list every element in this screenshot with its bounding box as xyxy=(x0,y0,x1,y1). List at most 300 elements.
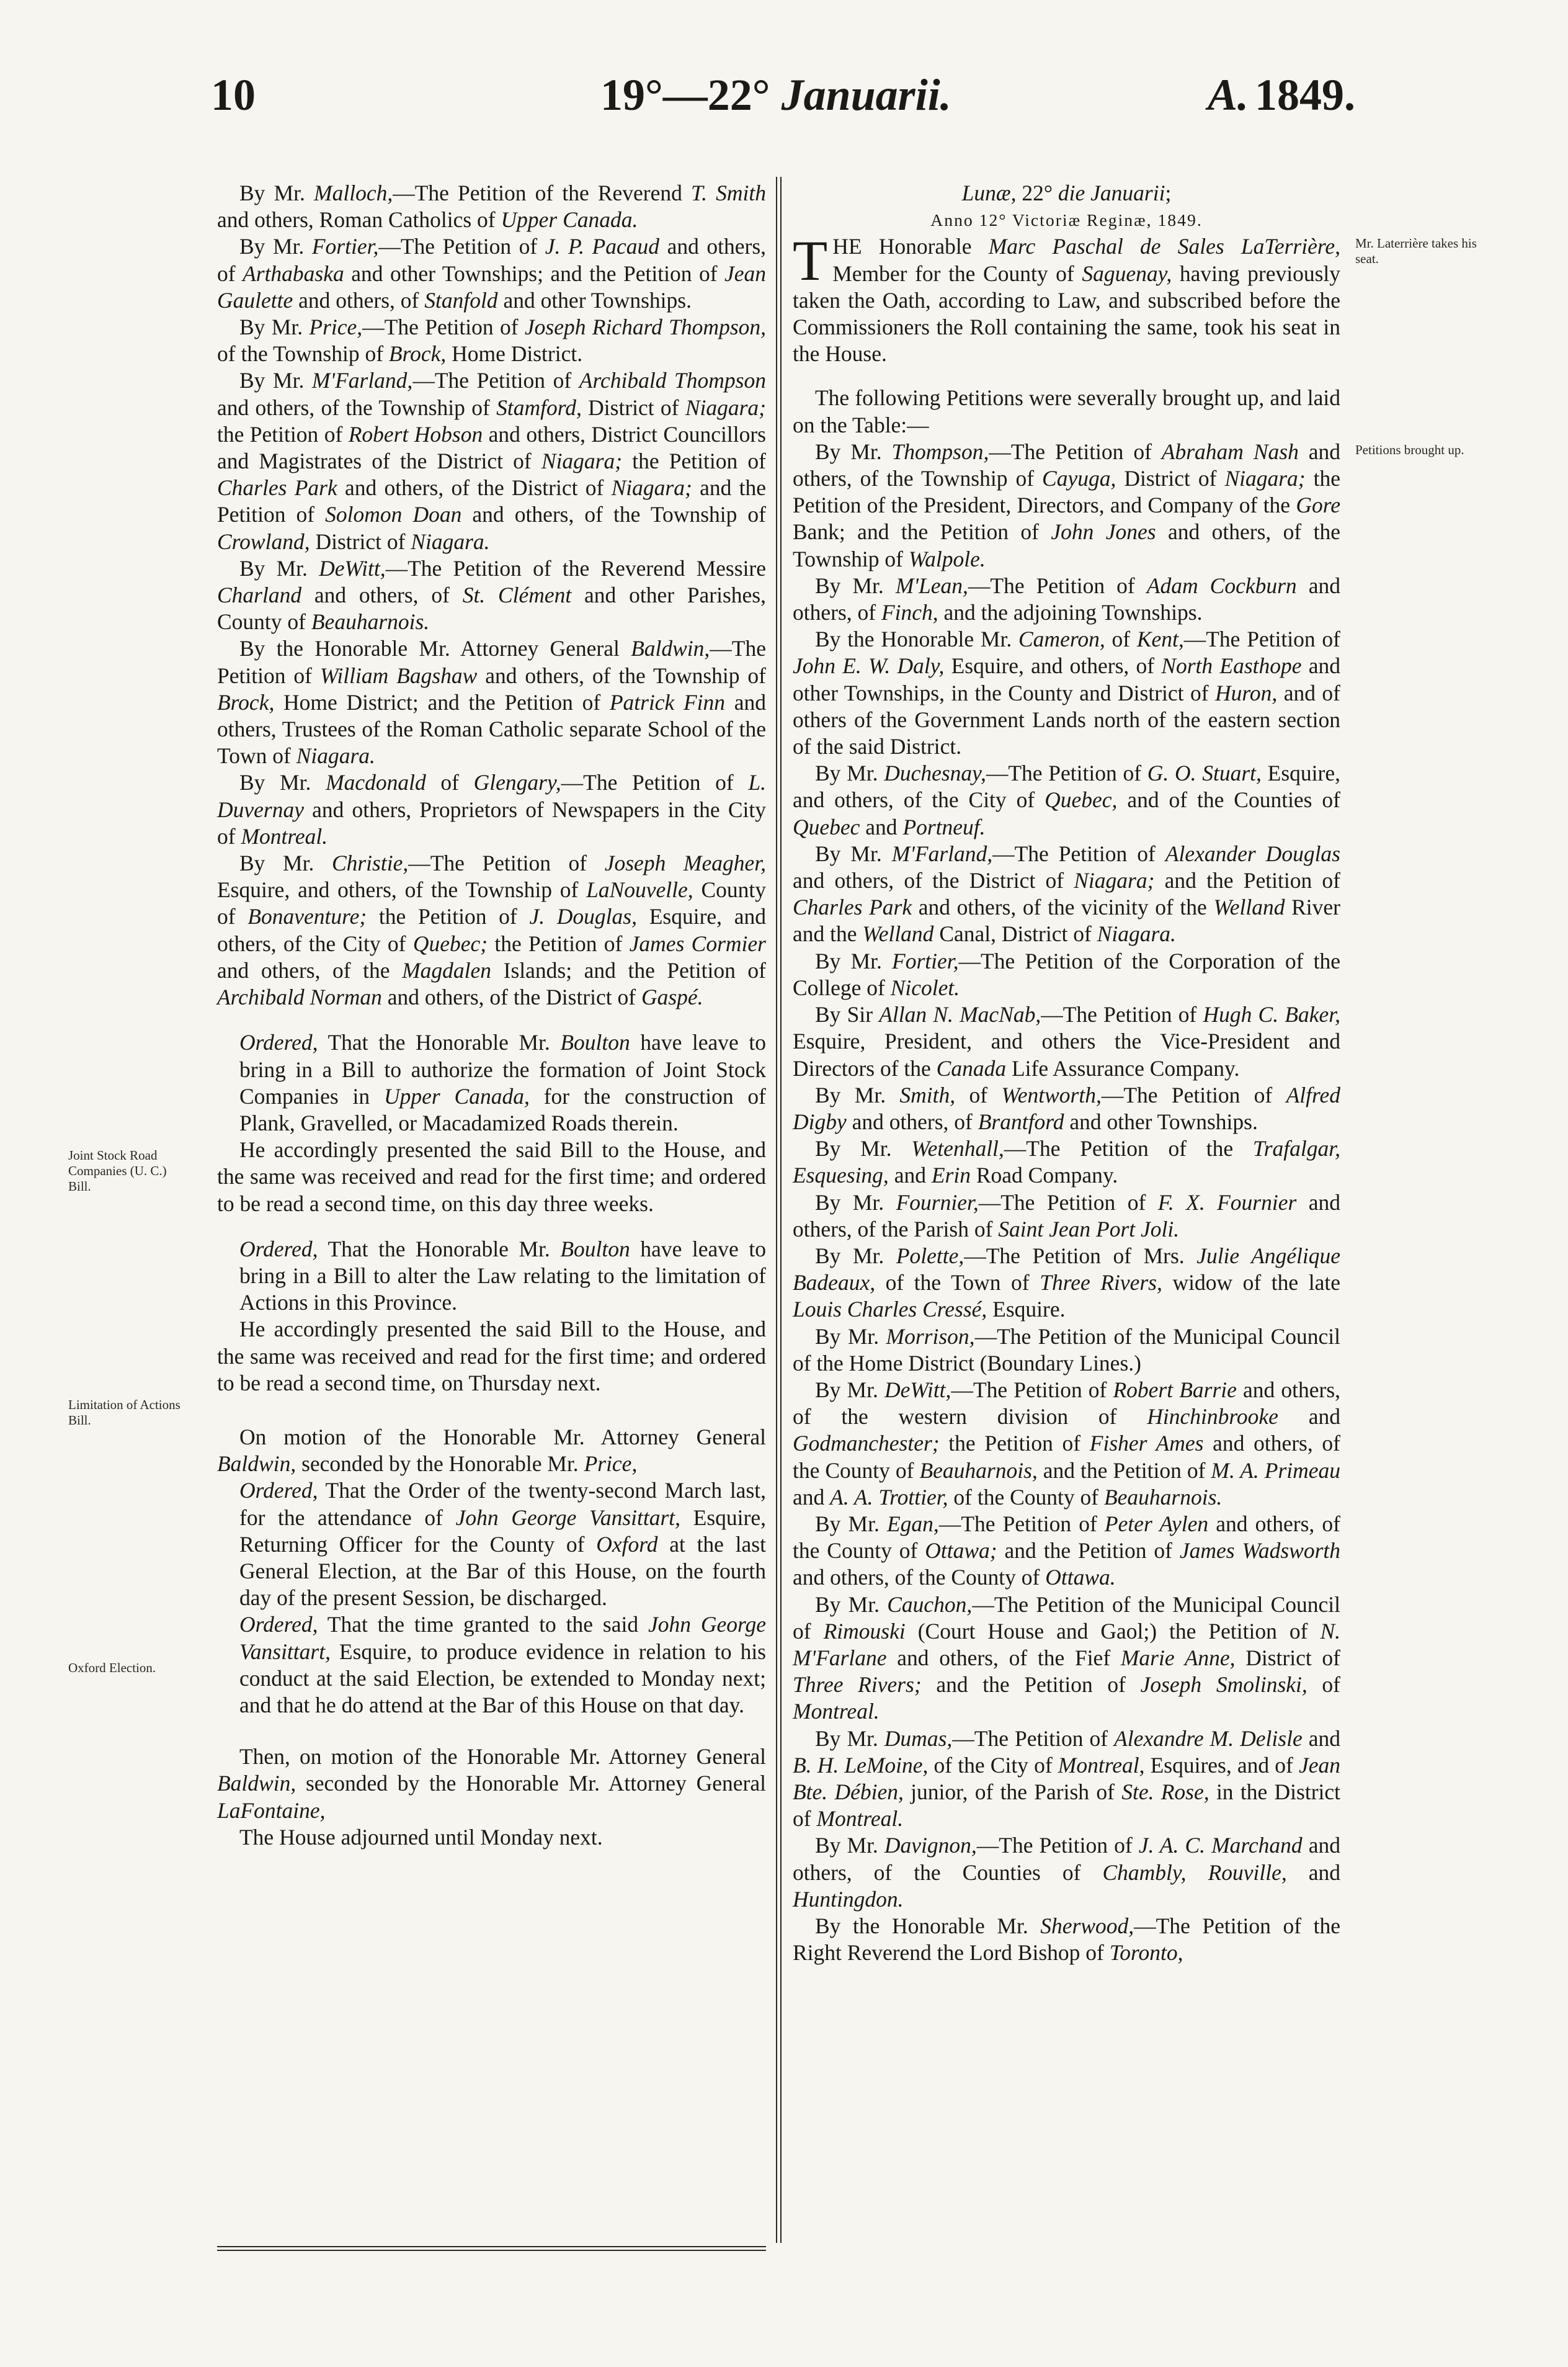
text-run: of the Township of xyxy=(217,341,389,367)
italic-run: Toronto, xyxy=(1109,1940,1183,1966)
text-run: and others, of xyxy=(217,234,767,286)
text-run: —The Petition of the Reverend Messire xyxy=(385,555,767,581)
text-run: —The Petition of Mrs. xyxy=(964,1243,1197,1268)
petition-malloch xyxy=(217,180,766,233)
sitting-heading xyxy=(793,180,1340,207)
petition-mfarland-left xyxy=(217,367,766,555)
italic-run: Beauharnois, xyxy=(919,1457,1038,1483)
italic-run: John George Vansittart, xyxy=(455,1505,681,1530)
text-run: On motion of the Honorable Mr. Attorney General xyxy=(239,1424,766,1449)
text-run: the Petition of xyxy=(217,421,349,447)
column-divider-inner xyxy=(780,177,782,2243)
italic-run: Alfred Digby xyxy=(793,1082,1341,1134)
text-run: —The Petition of xyxy=(951,1377,1113,1402)
italic-run: Magdalen xyxy=(402,957,492,983)
text-run: Esquire, Returning Officer for the County of xyxy=(239,1505,766,1557)
text-run: in the District of xyxy=(793,1779,1341,1832)
page-number: 10 xyxy=(211,70,256,120)
italic-run: Stamford, xyxy=(496,395,582,420)
italic-run: Louis Charles Cressé, xyxy=(793,1297,987,1322)
petition-macdonald xyxy=(217,769,766,850)
text-run: —The Petition of xyxy=(976,1833,1139,1858)
petition-cauchon xyxy=(793,1591,1340,1725)
italic-run: Patrick Finn xyxy=(609,689,726,715)
text-run: Islands; and the Petition of xyxy=(491,957,766,983)
petition-sherwood xyxy=(793,1913,1340,1966)
text-run: and xyxy=(1278,1404,1340,1430)
text-run: Esquire, and others, of the City of xyxy=(793,761,1340,813)
text-run: and others, of the Fief xyxy=(886,1645,1121,1670)
italic-run: Thompson, xyxy=(891,439,989,464)
petitions-brought-up xyxy=(793,385,1340,438)
margin-note-petitions: Petitions brought up. xyxy=(1355,442,1464,457)
text-run: —The Petition of the xyxy=(1004,1136,1253,1161)
italic-run: Marc Paschal de Sales LaTerrière, xyxy=(988,234,1340,259)
margin-note-limitation: Limitation of Actions Bill. xyxy=(68,1397,180,1428)
italic-run: Sherwood, xyxy=(1040,1913,1134,1938)
italic-run: Adam Cockburn xyxy=(1146,573,1297,598)
petition-egan xyxy=(793,1511,1340,1591)
italic-run: Peter Aylen xyxy=(1104,1511,1209,1536)
text-run: Then, on motion of the Honorable Mr. Attorney General xyxy=(239,1744,766,1770)
italic-run: Walpole. xyxy=(908,546,986,571)
text-run: By the Honorable Mr. xyxy=(815,1913,1041,1938)
text-run: River and the xyxy=(793,895,1340,947)
italic-run: G. O. Stuart, xyxy=(1147,761,1262,786)
text-run: —The Petition of the Corporation of the College of xyxy=(793,948,1340,1000)
petition-mfarland-right xyxy=(793,841,1340,948)
italic-run: Price, xyxy=(309,315,363,340)
italic-run: LaNouvelle, xyxy=(586,877,693,903)
text-run: Life Assurance Company. xyxy=(1006,1055,1240,1081)
petition-price xyxy=(217,314,766,367)
italic-run: Julie Angélique Badeaux, xyxy=(793,1243,1340,1295)
text-run: and others, of xyxy=(793,573,1340,625)
italic-run: Alexander Douglas xyxy=(1165,841,1341,866)
italic-run: M'Lean, xyxy=(895,573,968,598)
text-run: and xyxy=(793,1484,831,1510)
joint-stock-bill-reading xyxy=(217,1137,766,1217)
text-run: seconded by the Honorable Mr. xyxy=(296,1451,584,1477)
italic-run: Niagara; xyxy=(685,395,766,420)
italic-run: Beauharnois. xyxy=(311,609,430,635)
italic-run: Joseph Smolinski, xyxy=(1140,1672,1307,1698)
italic-run: Canada xyxy=(936,1055,1007,1081)
text-run: By Mr. xyxy=(239,555,319,581)
italic-run: John George Vansittart, xyxy=(239,1612,767,1664)
header-year xyxy=(1208,69,1355,121)
end-of-sitting-rule xyxy=(217,2246,766,2251)
text-run: By Mr. xyxy=(815,1511,887,1536)
text-run: and others, of the western division of xyxy=(793,1377,1341,1430)
margin-note-oxford: Oxford Election. xyxy=(68,1660,156,1675)
text-run: By Mr. xyxy=(239,851,332,876)
italic-run: Gaspé. xyxy=(641,985,703,1010)
text-run: Esquire, President, and others the Vice-President and Directors of the xyxy=(793,1029,1340,1081)
header-year-value: 1849. xyxy=(1255,70,1355,120)
italic-run: Christie, xyxy=(331,851,409,876)
text-run: District of xyxy=(1235,1645,1341,1670)
italic-run: Niagara. xyxy=(296,743,375,769)
text-run: and others, of the Township of xyxy=(477,663,766,688)
italic-run: Finch, xyxy=(881,600,938,625)
italic-run: Morrison, xyxy=(886,1323,975,1349)
text-run: and others, District Councillors and Magistrates of the District of xyxy=(217,421,766,474)
petition-fortier-left xyxy=(217,233,766,314)
italic-run: Upper Canada. xyxy=(501,207,638,233)
laterriere-takes-seat xyxy=(793,229,1340,367)
italic-run: Arthabaska xyxy=(243,261,344,286)
text-run: By Mr. xyxy=(815,1323,886,1349)
text-run: The House adjourned until Monday next. xyxy=(239,1824,603,1850)
italic-run: J. Douglas, xyxy=(529,904,637,929)
italic-run: Trafalgar, Esquesing, xyxy=(793,1136,1340,1188)
italic-run: Marie Anne, xyxy=(1120,1645,1236,1670)
text-run: and others, of the County of xyxy=(793,1565,1046,1590)
text-run: at the last General Election, at the Bar of this House, on the fourth day of the present Session, be discharged. xyxy=(239,1531,766,1611)
italic-run: Saguenay, xyxy=(1082,261,1172,286)
italic-run: Archibald Norman xyxy=(217,985,382,1010)
text-run: District of xyxy=(310,529,411,554)
text-run: Esquire, and others, of xyxy=(944,653,1162,679)
text-run: —The Petition of xyxy=(412,368,579,393)
text-run: By Mr. xyxy=(815,1725,884,1751)
text-run: —The Petition of xyxy=(1101,1082,1286,1107)
italic-run: Hugh C. Baker, xyxy=(1203,1002,1340,1027)
text-run: —The Petition of the Municipal Council of xyxy=(793,1591,1340,1644)
text-run: —The Petition of the Municipal Council of the Home District (Boundary Lines.) xyxy=(793,1323,1340,1376)
text-run: and xyxy=(1302,1725,1341,1751)
text-run: By the Honorable Mr. xyxy=(815,627,1018,652)
petition-baldwin xyxy=(217,635,766,769)
text-run: By Mr. xyxy=(815,761,884,786)
italic-run: Three Rivers, xyxy=(1040,1270,1162,1295)
italic-run: North Easthope xyxy=(1161,653,1302,679)
text-run: By Mr. xyxy=(815,1833,884,1858)
italic-run: Brock, xyxy=(388,341,447,367)
text-run: and other Townships, in the County and District of xyxy=(793,653,1341,705)
italic-run: DeWitt, xyxy=(884,1377,951,1402)
italic-run: Ottawa. xyxy=(1045,1565,1116,1590)
text-run: the Petition of xyxy=(622,449,766,474)
header-month: Januarii. xyxy=(781,70,951,120)
text-run: of xyxy=(1307,1672,1340,1698)
petition-fortier-right xyxy=(793,948,1340,1001)
text-run: By Mr. xyxy=(815,1136,912,1161)
text-run: District of xyxy=(1116,466,1225,491)
italic-run: Joseph Richard Thompson, xyxy=(524,315,767,340)
petition-smith xyxy=(793,1082,1340,1135)
italic-run: Welland xyxy=(862,921,934,947)
italic-run: Robert Barrie xyxy=(1113,1377,1237,1402)
text-run: By the Honorable Mr. Attorney General xyxy=(239,636,631,661)
italic-run: Charles Park xyxy=(793,895,912,920)
italic-run: Polette, xyxy=(896,1243,964,1268)
text-run: and xyxy=(1286,1859,1341,1885)
italic-run: Fortier, xyxy=(892,948,959,973)
text-run: By Mr. xyxy=(815,573,896,598)
text-run: —The Petition of xyxy=(1041,1002,1203,1027)
italic-run: Baldwin, xyxy=(217,1451,296,1477)
text-run: —The Petition of xyxy=(408,851,605,876)
text-run: —The Petition of xyxy=(978,1189,1158,1215)
text-run: Esquire. xyxy=(987,1297,1066,1322)
text-run: and others, of the District of xyxy=(381,985,641,1010)
text-run: and others, of xyxy=(293,287,425,313)
italic-run: Fournier, xyxy=(896,1189,979,1215)
italic-run: Hinchinbrooke xyxy=(1147,1404,1278,1430)
italic-run: Three Rivers; xyxy=(793,1672,922,1698)
italic-run: B. H. LeMoine, xyxy=(793,1752,929,1778)
italic-run: Baldwin, xyxy=(217,1771,296,1796)
text-run: Member for the County of xyxy=(832,261,1082,286)
petition-christie xyxy=(217,850,766,1011)
text-run: and the adjoining Townships. xyxy=(938,600,1203,625)
italic-run: T. Smith xyxy=(691,181,767,205)
text-run: County of xyxy=(217,877,766,929)
text-run: the Petition of xyxy=(367,904,530,929)
text-run: —The Petition of xyxy=(952,1725,1115,1751)
italic-run: Montreal, xyxy=(1058,1752,1145,1778)
text-run: ; xyxy=(1165,181,1172,205)
italic-run: Boulton xyxy=(560,1030,630,1055)
text-run: and xyxy=(860,814,903,839)
text-run: —The Petition of xyxy=(378,234,545,259)
text-run: widow of the late xyxy=(1162,1270,1340,1295)
italic-run: Allan N. MacNab, xyxy=(879,1002,1041,1027)
text-run: —The Petition of xyxy=(362,315,525,340)
text-run: By Mr. xyxy=(239,315,310,340)
text-run: of the City of xyxy=(928,1752,1058,1778)
text-run: By Sir xyxy=(815,1002,880,1027)
italic-run: Niagara; xyxy=(1074,868,1155,893)
italic-run: John Jones xyxy=(1051,519,1156,545)
italic-run: F. X. Fournier xyxy=(1157,1189,1297,1215)
text-run: for the construction of Plank, Gravelled, or Macadamized Roads therein. xyxy=(239,1083,766,1135)
motion-baldwin-price xyxy=(217,1424,766,1477)
text-run: and others, Trustees of the Roman Catholic separate School of the Town of xyxy=(217,689,766,769)
petition-dewitt-right xyxy=(793,1377,1340,1511)
page-header xyxy=(211,69,1355,138)
italic-run: Quebec, xyxy=(1045,787,1118,813)
italic-run: Fisher Ames xyxy=(1089,1431,1204,1456)
text-run: District of xyxy=(581,395,685,420)
italic-run: Beauharnois. xyxy=(1103,1484,1223,1510)
italic-run: Brock, xyxy=(217,689,275,715)
text-run: —The Petition of xyxy=(968,573,1147,598)
column-divider xyxy=(776,177,777,2243)
italic-run: Quebec; xyxy=(412,931,488,956)
italic-run: Niagara; xyxy=(541,449,623,474)
italic-run: Charles Park xyxy=(217,475,337,501)
italic-run: Wetenhall, xyxy=(911,1136,1004,1161)
italic-run: Rimouski xyxy=(823,1618,906,1644)
text-run: of xyxy=(425,770,474,795)
text-run: HE Honorable xyxy=(832,234,989,259)
text-run: By Mr. xyxy=(815,1377,884,1402)
text-run: and other Townships. xyxy=(497,287,692,313)
italic-run: Jean Bte. Débien, xyxy=(793,1752,1340,1804)
italic-run: Charland xyxy=(217,583,302,608)
house-adjourned xyxy=(217,1824,766,1851)
italic-run: Alexandre M. Delisle xyxy=(1114,1725,1303,1751)
text-run: and others, of the vicinity of the xyxy=(912,895,1214,920)
text-run: the Petition of xyxy=(488,931,630,956)
italic-run: William Bagshaw xyxy=(319,663,478,688)
text-run: He accordingly presented the said Bill to the House, and the same was received and read for the first time; and ordered to be read a second time, on this day three weeks. xyxy=(217,1137,766,1216)
italic-run: Brantford xyxy=(978,1109,1064,1134)
text-run: and others, Roman Catholics of xyxy=(217,207,501,233)
italic-run: M. A. Primeau xyxy=(1211,1457,1341,1483)
italic-run: Portneuf. xyxy=(902,814,986,839)
petition-polette xyxy=(793,1243,1340,1323)
text-run: and xyxy=(888,1163,932,1188)
italic-run: Price, xyxy=(584,1451,638,1477)
text-run: —The Petition of xyxy=(217,636,766,688)
petition-dumas xyxy=(793,1725,1340,1833)
right-column xyxy=(793,180,1340,1966)
text-run: Esquire, to produce evidence in relation to his conduct at the said Election, be extended to Monday next; and that he do attend at the Bar of this House on that day. xyxy=(239,1639,766,1717)
text-run: —The Petition of the Reverend xyxy=(393,181,692,205)
text-run: and others, of the County of xyxy=(793,1431,1340,1483)
text-run: That the time granted to the said xyxy=(318,1612,648,1637)
petition-duchesnay xyxy=(793,760,1340,841)
text-run: By Mr. xyxy=(815,1082,900,1107)
italic-run: Montreal. xyxy=(793,1699,880,1724)
text-run: By Mr. xyxy=(815,439,892,464)
italic-run: LaFontaine, xyxy=(217,1797,326,1823)
text-run: By Mr. xyxy=(815,1243,896,1268)
text-run: Road Company. xyxy=(970,1163,1118,1188)
italic-run: Egan, xyxy=(887,1511,939,1536)
italic-run: Chambly, Rouville, xyxy=(1102,1859,1287,1885)
text-run: the Petition of xyxy=(939,1431,1090,1456)
text-run: and others, of xyxy=(846,1109,978,1134)
text-run: and others, of the County of xyxy=(793,1511,1340,1564)
text-run: Esquires, and of xyxy=(1144,1752,1299,1778)
italic-run: Fortier, xyxy=(311,234,379,259)
text-run: and of the Counties of xyxy=(1117,787,1340,813)
text-run: He accordingly presented the said Bill to the House, and the same was received and read for the first time; and ordered to be read a second time, on Thursday next. xyxy=(217,1317,766,1395)
italic-run: St. Clément xyxy=(462,583,572,608)
italic-run: Joseph Meagher, xyxy=(604,851,767,876)
text-run: —The Petition of xyxy=(986,761,1147,786)
italic-run: Saint Jean Port Joli. xyxy=(998,1216,1180,1242)
text-run: the Petition of the President, Directors, and Company of the xyxy=(793,466,1340,518)
italic-run: Montreal. xyxy=(241,823,328,849)
italic-run: Kent, xyxy=(1136,627,1184,652)
header-dates xyxy=(600,69,951,121)
italic-run: Bonaventure; xyxy=(247,904,367,929)
italic-run: Lunæ, xyxy=(961,181,1017,205)
italic-run: James Wadsworth xyxy=(1179,1538,1341,1564)
italic-run: Macdonald xyxy=(326,770,426,795)
italic-run: J. P. Pacaud xyxy=(545,234,659,259)
italic-run: Ottawa; xyxy=(925,1538,997,1564)
order-joint-stock-bill xyxy=(217,1029,766,1137)
italic-run: Ordered, xyxy=(239,1236,318,1261)
text-run: and others, of xyxy=(301,583,463,608)
italic-run: Huntingdon. xyxy=(793,1886,904,1912)
text-run: and other Townships. xyxy=(1064,1109,1258,1134)
text-run: and the Petition of xyxy=(1037,1457,1211,1483)
italic-run: Godmanchester; xyxy=(793,1431,940,1456)
motion-adjourn xyxy=(217,1743,766,1824)
text-run: of the County of xyxy=(948,1484,1104,1510)
italic-run: James Cormier xyxy=(629,931,766,956)
order-vansittart-evidence xyxy=(217,1611,766,1719)
italic-run: Boulton xyxy=(560,1236,630,1261)
text-run: and the Petition of xyxy=(921,1672,1141,1698)
text-run: and others, of the Township of xyxy=(461,502,767,527)
text-run: By Mr. xyxy=(239,368,312,393)
italic-run: Welland xyxy=(1213,895,1285,920)
italic-run: Cameron, xyxy=(1018,627,1105,652)
italic-run: John E. W. Daly, xyxy=(793,653,945,679)
italic-run: Robert Hobson xyxy=(348,421,483,447)
italic-run: Archibald Thompson xyxy=(579,368,766,393)
italic-run: Cauchon, xyxy=(887,1591,973,1617)
italic-run: Baldwin, xyxy=(631,636,710,661)
text-run: —The Petition of xyxy=(989,439,1162,464)
text-run: By Mr. xyxy=(815,1189,896,1215)
text-run: and other Townships; and the Petition of xyxy=(344,261,724,286)
text-run: That the Honorable Mr. xyxy=(318,1236,561,1261)
text-run: That the Order of the twenty-second March last, for the attendance of xyxy=(239,1478,766,1530)
text-run: and others, of the Township of xyxy=(217,395,497,420)
italic-run: Niagara; xyxy=(1224,466,1306,491)
margin-note-joint-stock: Joint Stock Road Companies (U. C.) Bill. xyxy=(68,1148,167,1194)
petition-thompson xyxy=(793,439,1340,573)
header-day-range: 19°—22° xyxy=(600,70,770,120)
italic-run: Oxford xyxy=(596,1531,658,1557)
italic-run: Wentworth, xyxy=(1001,1082,1102,1107)
italic-run: Abraham Nash xyxy=(1161,439,1299,464)
italic-run: Nicolet. xyxy=(890,975,960,1000)
italic-run: Niagara. xyxy=(411,529,490,554)
text-run: of the Town of xyxy=(875,1270,1040,1295)
italic-run: Ordered, xyxy=(239,1612,318,1637)
italic-run: Gore xyxy=(1296,493,1340,518)
text-run: have leave to bring in a Bill to alter the Law relating to the limitation of Actions in this Province. xyxy=(239,1236,767,1315)
text-run: —The Petition of xyxy=(561,770,749,795)
italic-run: Huron, xyxy=(1214,680,1278,705)
text-run: junior, of the Parish of xyxy=(903,1779,1122,1804)
text-run: By Mr. xyxy=(815,1591,888,1617)
text-run: (Court House and Gaol;) the Petition of xyxy=(905,1618,1321,1644)
laterriere-text xyxy=(793,229,1340,367)
left-column xyxy=(217,180,766,1851)
italic-run: Stanfold xyxy=(424,287,498,313)
text-run: Home District; and the Petition of xyxy=(274,689,610,715)
italic-run: Montreal. xyxy=(816,1806,904,1832)
text-run: 22° xyxy=(1016,181,1058,205)
text-run: and others, Proprietors of Newspapers in the City of xyxy=(217,797,766,849)
petition-morrison xyxy=(793,1323,1340,1377)
text-run: and other Parishes, County of xyxy=(217,583,766,635)
text-run: Canal, District of xyxy=(933,921,1097,947)
italic-run: Duchesnay, xyxy=(884,761,986,786)
italic-run: Solomon Doan xyxy=(325,502,462,527)
text-run: have leave to bring in a Bill to authorize the formation of Joint Stock Companies in xyxy=(239,1030,767,1109)
text-run: and others, of the Parish of xyxy=(793,1189,1340,1242)
italic-run: J. A. C. Marchand xyxy=(1138,1833,1303,1858)
italic-run: Malloch, xyxy=(314,181,393,205)
text-run: Esquire, and others, of the City of xyxy=(217,904,767,956)
petition-wetenhall xyxy=(793,1135,1340,1189)
text-run: of xyxy=(955,1082,1002,1107)
italic-run: Smith, xyxy=(899,1082,956,1107)
